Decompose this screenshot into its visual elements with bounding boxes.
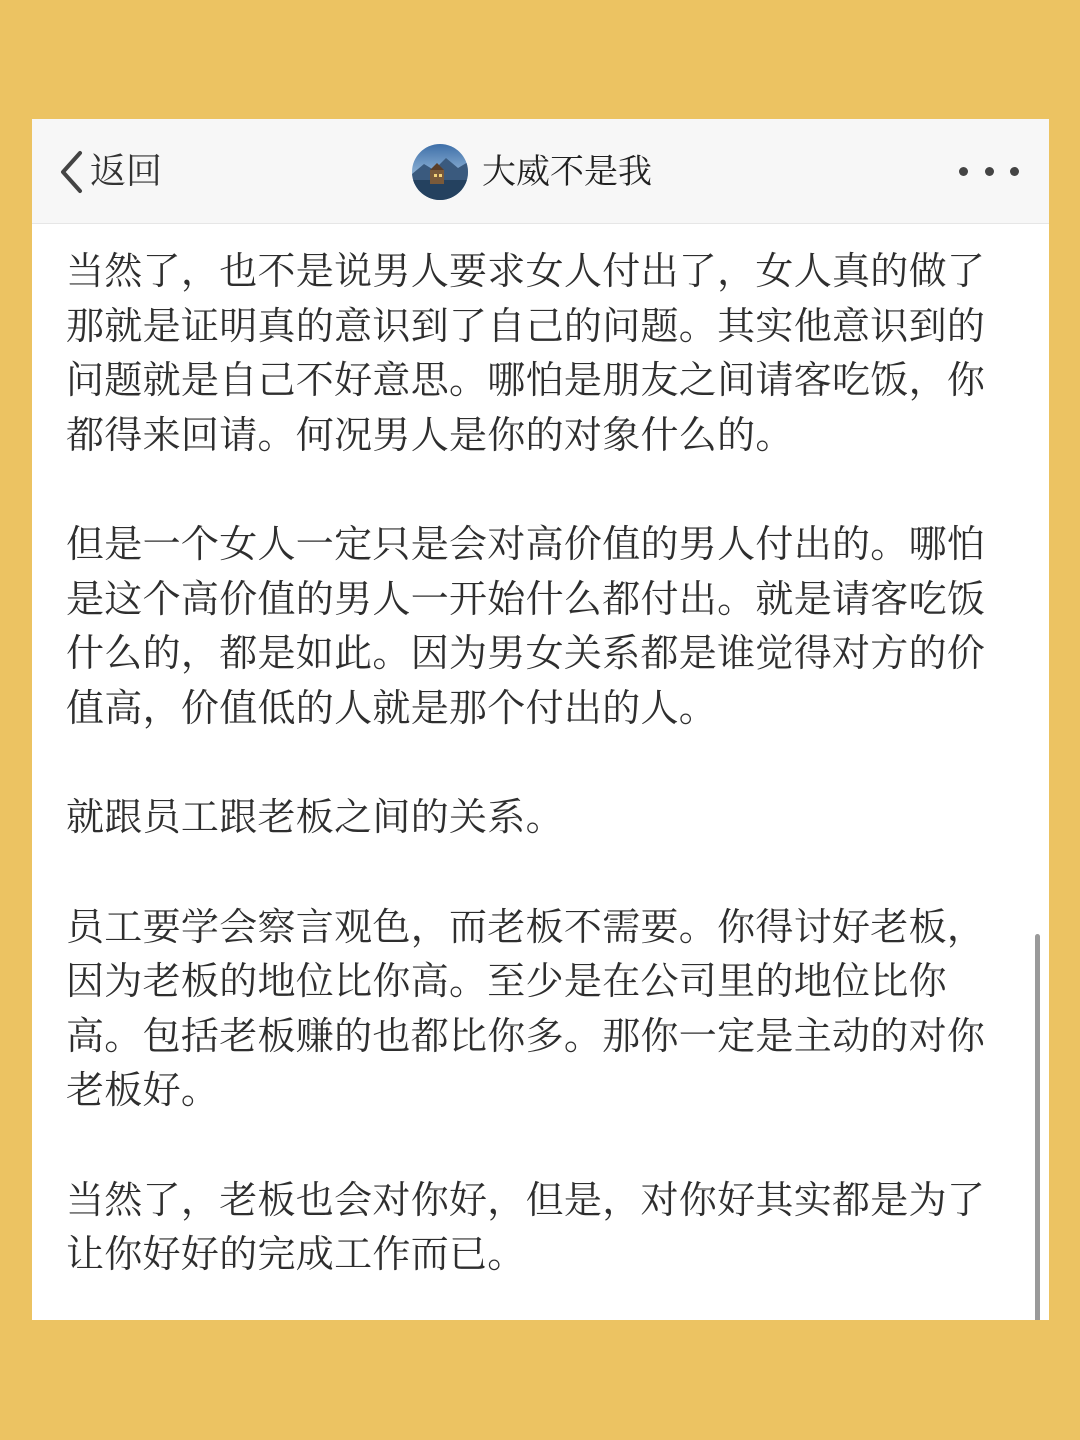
paragraph: 员工要学会察言观色，而老板不需要。你得讨好老板，因为老板的地位比你高。至少是在公司里的地位比你高。包括老板赚的也都比你多。那你一定是主动的对你老板好。 [66, 904, 986, 1112]
screenshot-card [32, 119, 1049, 1320]
paragraph: 就跟员工跟老板之间的关系。 [66, 795, 564, 839]
paragraph: 当然了，也不是说男人要求女人付出了，女人真的做了那就是证明真的意识到了自己的问题。其实他意识到的问题就是自己不好意思。哪怕是朋友之间请客吃饭，你都得来回请。何况男人是你的对象什么的。 [66, 249, 986, 457]
chevron-left-icon [56, 149, 86, 195]
navigation-bar [32, 119, 1049, 224]
back-label: 返回 [90, 151, 163, 192]
avatar[interactable] [412, 144, 468, 200]
user-name: 大威不是我 [482, 152, 652, 192]
back-button[interactable] [56, 147, 162, 197]
chat-title[interactable] [412, 143, 652, 201]
scrollbar[interactable] [1035, 934, 1040, 1320]
more-dots-icon [959, 167, 968, 176]
more-button[interactable] [959, 155, 1019, 187]
more-dots-icon [985, 167, 994, 176]
paragraph: 当然了，老板也会对你好，但是，对你好其实都是为了让你好好的完成工作而已。 [66, 1177, 986, 1276]
more-dots-icon [1010, 167, 1019, 176]
article-body [66, 244, 996, 1320]
paragraph: 但是一个女人一定只是会对高价值的男人付出的。哪怕是这个高价值的男人一开始什么都付出。就是请客吃饭什么的，都是如此。因为男女关系都是谁觉得对方的价值高，价值低的人就是那个付出的人。 [66, 522, 986, 730]
